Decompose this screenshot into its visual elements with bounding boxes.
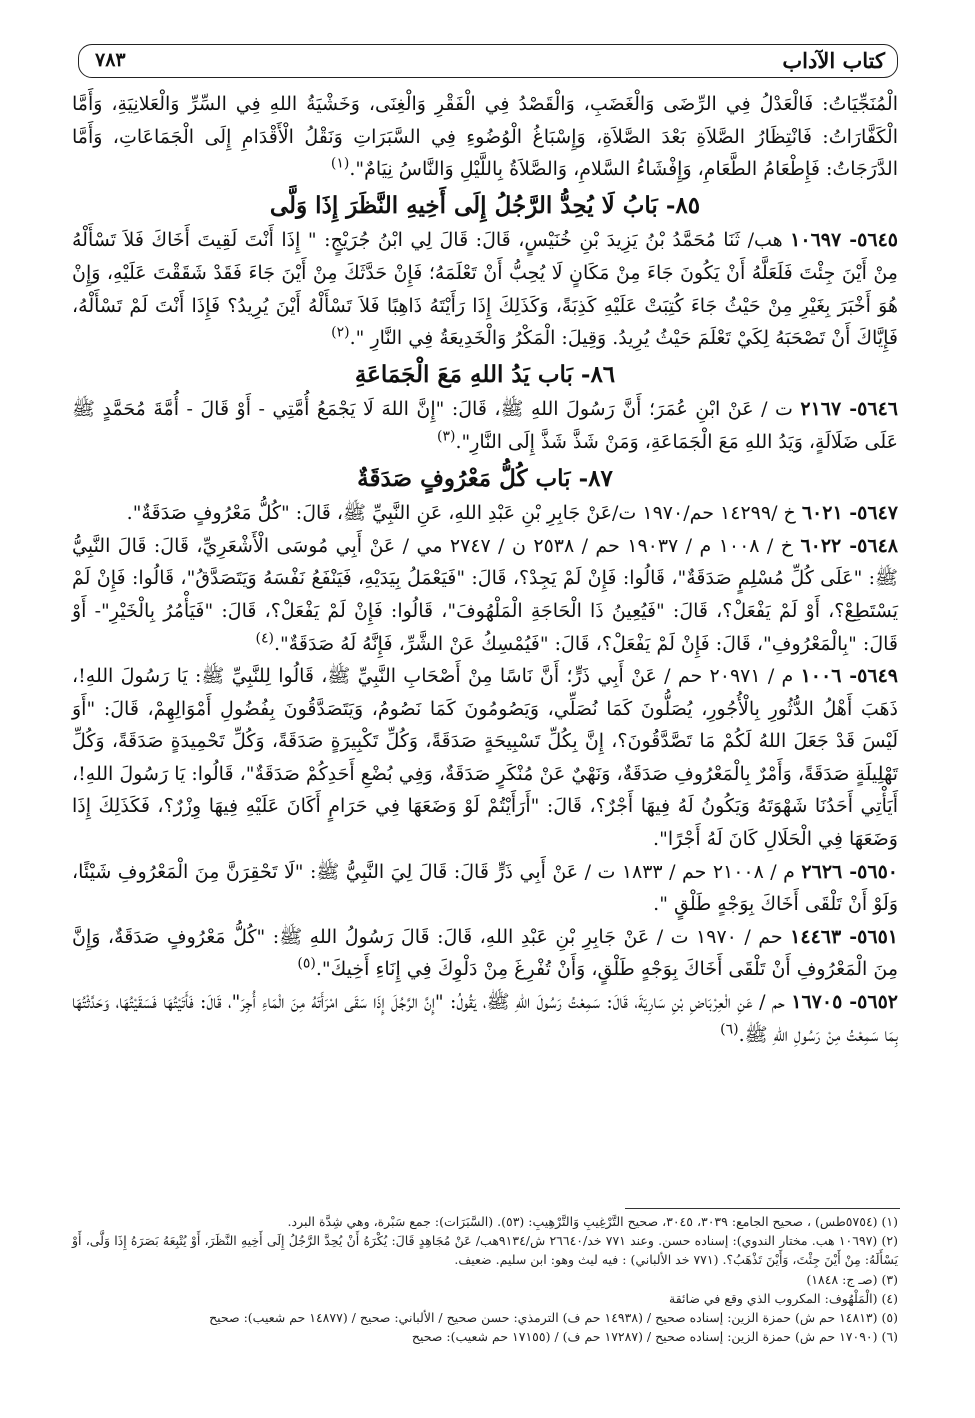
hadith-paragraph xyxy=(72,921,898,986)
hadith-text: م / ٢٠٩٧١ حم / عَنْ أَبِي ذَرٍّ؛ أَنَّ نَاسًا مِنْ أَصْحَابِ النَّبِيِّ ﷺ، قَالُوا لِلنَّبِيِّ ﷺ: يَا رَسُولَ اللهِ!، ذَهَبَ أَهْلُ الدُّثُورِ بِالْأُجُورِ، يُصَلُّونَ كَمَا نُصَلِّي، وَيَصُومُونَ كَمَا نَصُومُ، وَيَتَصَدَّقُونَ بِفُضُولِ أَمْوَالِهِمْ، قَالَ: "أَوَ لَيْسَ قَدْ جَعَلَ اللهُ لَكُمْ مَا تَصَّدَّقُونَ؟، إِنَّ بِكُلِّ تَسْبِيحَةٍ صَدَقَةً، وَكُلِّ تَكْبِيرَةٍ صَدَقَةً، وَكُلِّ تَحْمِيدَةٍ صَدَقَةً، وَكُلِّ تَهْلِيلَةٍ صَدَقَةً، وَأَمْرٌ بِالْمَعْرُوفِ صَدَقَةٌ، وَنَهْيٌ عَنْ مُنْكَرٍ صَدَقَةٌ، وَفِي بُضْعِ أَحَدِكُمْ صَدَقَةٌ"، قَالُوا: يَا رَسُولَ اللهِ!، أَيَأْتِي أَحَدُنَا شَهْوَتَهُ وَيَكُونُ لَهُ فِيهَا أَجْرٌ؟، قَالَ: "أَرَأَيْتُمْ لَوْ وَضَعَهَا فِي حَرَامٍ أَكَانَ عَلَيْهِ فِيهَا وِزْرٌ؟، فَكَذَلِكَ إِذَا وَضَعَهَا فِي الْحَلَالِ كَانَ لَهُ أَجْرًا". xyxy=(72,665,898,851)
hadith-number: ٥٦٤٥- ١٠٦٩٧ xyxy=(790,229,898,252)
hadith-text: خ /١٤٢٩٩ حم/١٩٧٠ ت/عَنْ جَابِرِ بْنِ عَبْدِ اللهِ، عَنِ النَّبِيِّ ﷺ، قَالَ: "كُلُّ مَعْرُوفٍ صَدَقَةٌ". xyxy=(126,502,796,525)
hadith-paragraph xyxy=(72,660,898,856)
footnote-divider xyxy=(625,1208,900,1209)
hadith-number: ٥٦٥٢- ١٦٧٠٥ xyxy=(791,991,898,1014)
hadith-text: حم / ١٩٧٠ ت / عَنْ جَابِرِ بْنِ عَبْدِ اللهِ، قَالَ: قَالَ رَسُولُ اللهِ ﷺ: "كُلُّ مَعْرُوفٍ صَدَقَةٌ، وَإِنَّ مِنَ الْمَعْرُوفِ أَنْ تَلْقَى أَخَاكَ بِوَجْهٍ طَلْقٍ، وَأَنْ تُفْرِغَ مِنْ دَلْوِكَ فِي إِنَاءِ أَخِيكَ". xyxy=(72,925,898,981)
footnote-ref: (٥) xyxy=(297,956,316,973)
footnote: (٦) (١٧٠٩٠ حم ش) حمزة الزين: إسناده صحيح / (١٧٢٨٧ حم ف) / (١٧١٥٥ حم شعيب): صحيح xyxy=(411,1329,898,1345)
chapter-heading: ٨٥- بَابُ لَا يُحِدُّ الرَّجُلُ إِلَى أَخِيهِ النَّظَرَ إِذَا وَلَّى xyxy=(269,191,701,219)
hadith-number: ٥٦٤٨- ٦٠٢٢ xyxy=(800,534,898,557)
hadith-number: ٥٦٤٧- ٦٠٢١ xyxy=(801,502,898,525)
footnote-ref: (٤) xyxy=(255,630,274,647)
footnote: (٣) (صـ ج: ١٨٤٨) xyxy=(806,1271,898,1287)
chapter-heading: ٨٧- بَاب كُلُّ مَعْرُوفٍ صَدَقَةٌ xyxy=(357,464,613,492)
hadith-text: حم / عَنِ الْعِرْبَاضِ بْنِ سَارِيَةَ، قَالَ: سَمِعْتُ رَسُولَ اللهِ ﷺ، يَقُولُ: "إِنَّ الرَّجُلَ إِذَا سَقَى امْرَأَتَهُ مِنَ الْمَاءِ أُجِرَ"، قَالَ: فَأَتَيْتُهَا فَسَقَيْتُهَا، وَحَدَّثْتُهَا بِمَا سَمِعْتُ مِنْ رَسُولِ اللهِ ﷺ. xyxy=(72,991,898,1046)
footnote: (٢) (١٠٦٩٧ هب. مختار الندوي): إسناده حسن. وعند ٧٧١ خد/٢٦٦٤٠ ش/٩١٣٤هب/ عَنْ مُجَاهِدٍ قَالَ: يُكْرَهُ أَنْ يُحِدَّ الرَّجُلُ إِلَى أَخِيهِ النَّظَرَ، أَوْ يُتْبِعَهُ بَصَرَهُ إِذَا وَلَّى، أَوْ يَسْأَلَهُ: مِنْ أَيْنَ جِئْتَ، وَأَيْنَ تَذْهَبُ؟. (٧٧١ خد الألباني) : فيه ليث وهو: ابن سليم. ضعيف. xyxy=(72,1233,898,1268)
page-number: ٧٨٣ xyxy=(95,49,126,71)
footnote-ref: (٢) xyxy=(331,324,350,341)
hadith-text: م / ٢١٠٠٨ حم / ١٨٣٣ ت / عَنْ أَبِي ذَرٍّ قَالَ: قَالَ لِيَ النَّبِيُّ ﷺ: "لَا تَحْقِرَنَّ مِنَ الْمَعْرُوفِ شَيْئًا، وَلَوْ أَنْ تَلْقَى أَخَاكَ بِوَجْهٍ طَلْقٍ ". xyxy=(72,860,898,916)
intro-paragraph xyxy=(72,88,898,186)
hadith-text: خ / ١٠٠٨ م / ١٩٠٣٧ حم / ٢٥٣٨ ن / ٢٧٤٧ مي / عَنْ أَبِي مُوسَى الْأَشْعَرِيِّ، قَالَ: قَالَ النَّبِيُّ ﷺ: "عَلَى كُلِّ مُسْلِمٍ صَدَقَةٌ"، قَالُوا: فَإِنْ لَمْ يَجِدْ؟، قَالَ: "فَيَعْمَلُ بِيَدَيْهِ، فَيَنْفَعُ نَفْسَهُ وَيَتَصَدَّقُ"، قَالُوا: فَإِنْ لَمْ يَسْتَطِعْ؟، أَوْ لَمْ يَفْعَلْ؟، قَالَ: "فَيُعِينُ ذَا الْحَاجَةِ الْمَلْهُوفَ"، قَالُوا: فَإِنْ لَمْ يَفْعَلْ؟، قَالَ: "فَيَأْمُرُ بِالْخَيْرِ"- أَوْ قَالَ: "بِالْمَعْرُوفِ"، قَالَ: فَإِنْ لَمْ يَفْعَلْ؟، قَالَ: "فَيُمْسِكُ عَنْ الشَّرِّ، فَإِنَّهُ لَهُ صَدَقَةٌ". xyxy=(72,534,898,655)
footnote: (٤) (الْمَلْهُوف: المكروب الذي وقع في ضائقة xyxy=(669,1290,898,1306)
chapter-heading: ٨٦- بَاب يَدُ اللهِ مَعَ الْجَمَاعَةِ xyxy=(354,360,616,388)
hadith-paragraph xyxy=(72,856,898,921)
hadith-text: هب/ ثَنَا مُحَمَّدُ بْنُ يَزِيدَ بْنِ خُنَيْسٍ، قَالَ: قَالَ لِي ابْنُ جُرَيْجٍ: " إِذَا أَنْتَ لَقِيتَ أَخَاكَ فَلاَ تَسْأَلْهُ مِنْ أَيْنَ جِئْتَ فَلَعَلَّهُ أَنْ يَكُونَ جَاءَ مِنْ مَكَانٍ لَا يُحِبُّ أَنْ تَعْلَمَهُ؛ فَإِنْ حَدَّثَكَ مِنْ أَيْنَ جَاءَ فَقَدْ شَقَقْتَ عَلَيْهِ، وَإِنْ هُوَ أَخْبَرَ بِغَيْرِ مِنْ حَيْثُ جَاءَ كُتِبَتْ عَلَيْهِ كَذِبَةً، وَكَذَلِكَ إِذَا رَأَيْتَهُ ذَاهِبًا فَلاَ تَسْأَلْهُ أَيْنَ يُرِيدُ؟ فَإِذَا أَنْتَ لَمْ تَسْأَلْهُ، فَإِيَّاكَ أَنْ تَصْحَبَهُ لِكَيْ تَعْلَمَ حَيْثُ يُرِيدُ. وَقِيلَ: الْمَكْرُ وَالْخَدِيعَةُ فِي النَّارِ ". xyxy=(72,229,898,350)
footnote: (١) (٥٧٥٤طس) ، صحيح الجامع: ٣٠٣٩، ٣٠٤٥، صحيح التَّرْغِيبِ وَالتَّرْهِيبِ: (٥٣). (السَّبَرَات): جمع سَبْرة، وهي شِدَّة البرد. xyxy=(287,1214,898,1229)
hadith-text: ت / عَنْ ابْنِ عُمَرَ؛ أَنَّ رَسُولَ اللهِ ﷺ، قَالَ: "إِنَّ اللهَ لَا يَجْمَعُ أُمَّتِي - أَوْ قَالَ - أُمَّةَ مُحَمَّدٍ ﷺ عَلَى ضَلَالَةٍ، وَيَدُ اللهِ مَعَ الْجَمَاعَةِ، وَمَنْ شَذَّ شَذَّ إِلَى النَّارِ". xyxy=(72,398,898,453)
book-title: كتاب الآداب xyxy=(782,48,885,73)
page-header xyxy=(78,44,898,78)
hadith-paragraph xyxy=(72,224,898,354)
hadith-number: ٥٦٥١- ١٤٤٦٣ xyxy=(790,925,898,948)
main-text xyxy=(72,88,898,1051)
hadith-number: ٥٦٥٠- ٢٦٢٦ xyxy=(801,860,898,883)
footnote-ref: (١) xyxy=(330,155,350,172)
hadith-paragraph xyxy=(72,393,898,458)
footnotes xyxy=(72,1212,898,1346)
hadith-number: ٥٦٤٦- ٢١٦٧ xyxy=(800,398,898,421)
footnote-ref: (٣) xyxy=(437,428,456,445)
intro-text: الْمُنَجِّيَاتُ: فَالْعَدْلُ فِي الرِّضَى وَالْغَضَبِ، وَالْقَصْدُ فِي الْفَقْرِ وَالْغِنَى، وَخَشْيَةُ اللهِ فِي السِّرِّ وَالْعَلانِيَةِ، وَأَمَّا الْكَفَّارَاتُ: فَانْتِظَارُ الصَّلاَةِ بَعْدَ الصَّلاَةِ، وَإِسْبَاغُ الْوُضُوءِ فِي السَّبَرَاتِ وَنَقْلُ الْأَقْدَامِ إِلَى الْجَمَاعَاتِ، وَأَمَّا الدَّرَجَاتُ: فَإِطْعَامُ الطَّعَامِ، وَإِفْشَاءُ السَّلامِ، وَالصَّلاَةُ بِاللَّيْلِ وَالنَّاسُ نِيَامٌ". xyxy=(72,93,898,181)
footnote: (٥) (١٤٨١٣ حم ش) حمزة الزين: إسناده صحيح / (١٤٩٣٨ حم ف) الترمذي: حسن صحيح / الألباني: صحيح / (١٤٨٧٧ حم شعيب): صحيح xyxy=(209,1310,898,1326)
hadith-paragraph xyxy=(72,986,898,1051)
hadith-paragraph xyxy=(72,497,898,530)
hadith-number: ٥٦٤٩- ١٠٠٦ xyxy=(800,665,898,688)
hadith-paragraph xyxy=(72,530,898,660)
footnote-ref: (٦) xyxy=(720,1021,739,1038)
